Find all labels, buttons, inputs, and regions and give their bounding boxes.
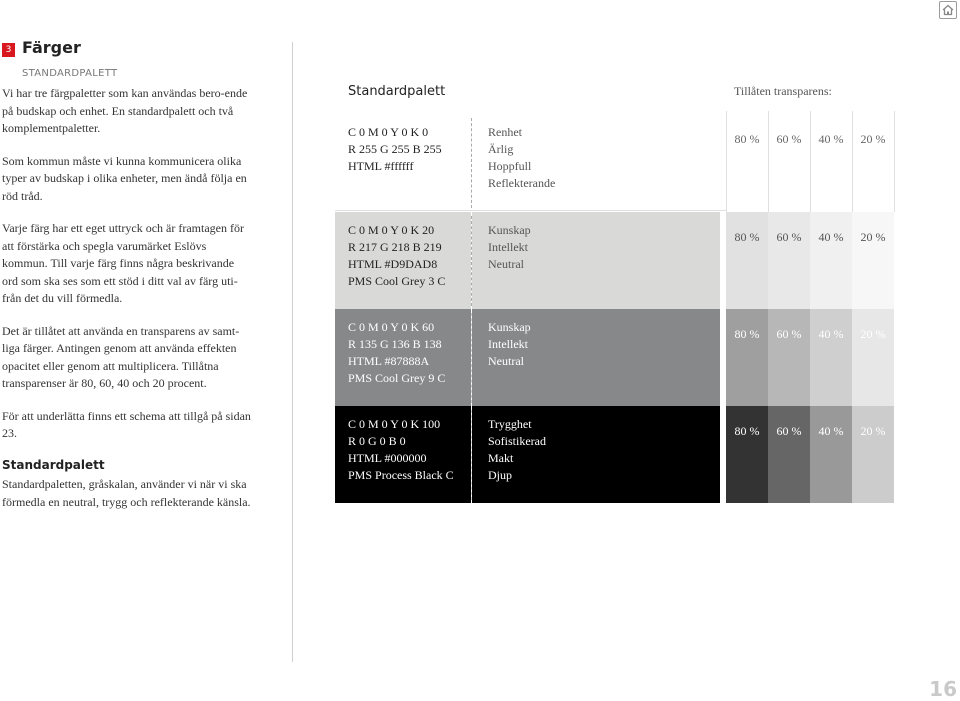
color-code-line: PMS Cool Grey 3 C — [348, 274, 446, 288]
color-code-line: HTML #87888A — [348, 354, 430, 368]
page-subtitle: STANDARDPALETT — [22, 68, 118, 79]
color-code-block — [335, 114, 471, 211]
intro-text-column — [2, 85, 252, 526]
color-keyword: Djup — [488, 468, 512, 482]
color-code-line: C 0 M 0 Y 0 K 60 — [348, 320, 435, 334]
home-icon[interactable] — [939, 1, 957, 19]
color-code-line: R 217 G 218 B 219 — [348, 240, 442, 254]
color-keyword: Reflekterande — [488, 176, 556, 190]
swatch-grid-rule — [768, 111, 769, 212]
color-code-line: HTML #D9DAD8 — [348, 257, 438, 271]
transparency-heading: Tillåten transparens: — [734, 84, 832, 98]
transparency-swatch: 60 % — [768, 309, 810, 406]
column-divider — [292, 42, 293, 662]
color-keyword: Kunskap — [488, 223, 531, 237]
color-keywords-block — [472, 309, 720, 406]
transparency-swatch: 20 % — [852, 212, 894, 309]
standardpalett-description: Standardpaletten, gråskalan, använder vi när vi ska förmedla en neutral, trygg och reflekterande känsla. — [2, 477, 251, 509]
color-code-line: PMS Cool Grey 9 C — [348, 371, 446, 385]
color-code-line: C 0 M 0 Y 0 K 0 — [348, 125, 429, 139]
color-code-block — [335, 309, 471, 406]
color-keyword: Neutral — [488, 257, 524, 271]
chapter-number-badge: 3 — [2, 43, 15, 57]
color-keyword: Hoppfull — [488, 159, 532, 173]
palette-row — [335, 309, 893, 406]
color-keywords-block — [472, 212, 720, 309]
transparency-swatch: 40 % — [810, 114, 852, 211]
color-code-line: C 0 M 0 Y 0 K 20 — [348, 223, 435, 237]
color-code-line: HTML #000000 — [348, 451, 427, 465]
color-keywords-block — [472, 114, 720, 211]
color-code-block — [335, 406, 471, 503]
color-code-line: R 135 G 136 B 138 — [348, 337, 442, 351]
color-code-line: HTML #ffffff — [348, 159, 414, 173]
palette-title: Standardpalett — [348, 84, 446, 99]
standardpalett-subheading: Standardpalett — [2, 457, 105, 472]
color-keyword: Sofistikerad — [488, 434, 546, 448]
intro-paragraph: Det är tillåtet att använda en transparens av samt-liga färger. Antingen genom att använda effekten opacitet eller genom att multiplicera. Tillåtna transparenser är 80, 60, 40 och 20 procent. — [2, 323, 240, 390]
color-keyword: Makt — [488, 451, 514, 465]
color-keyword: Intellekt — [488, 240, 528, 254]
color-keyword: Kunskap — [488, 320, 531, 334]
color-code-block — [335, 212, 471, 309]
color-keyword: Trygghet — [488, 417, 532, 431]
color-keyword: Renhet — [488, 125, 522, 139]
intro-paragraph: För att underlätta finns ett schema att tillgå på sidan 23. — [2, 408, 251, 440]
color-keywords-block — [472, 406, 720, 503]
swatch-grid-rule — [894, 111, 895, 212]
transparency-swatch: 20 % — [852, 406, 894, 503]
swatch-grid-rule — [852, 111, 853, 212]
swatch-grid-rule — [810, 111, 811, 212]
color-code-line: R 255 G 255 B 255 — [348, 142, 442, 156]
page-title: Färger — [22, 38, 81, 57]
transparency-swatch: 80 % — [726, 309, 768, 406]
color-code-line: R 0 G 0 B 0 — [348, 434, 406, 448]
transparency-swatch: 40 % — [810, 406, 852, 503]
transparency-swatch: 80 % — [726, 114, 768, 211]
palette-row — [335, 212, 893, 309]
intro-paragraph: Som kommun måste vi kunna kommunicera olika typer av budskap i olika enheter, men ändå följa en röd tråd. — [2, 153, 247, 203]
intro-paragraph: Varje färg har ett eget uttryck och är framtagen för att förstärka och spegla varumärket Eslövs kommun. Till varje färg finns några beskrivande ord som ska ses som ett stöd i ditt val av färg uti-från det du vill förmedla. — [2, 221, 244, 305]
color-code-line: PMS Process Black C — [348, 468, 454, 482]
intro-paragraph: Vi har tre färgpaletter som kan användas bero-ende på budskap och enhet. En standardpalett och två komplementpaletter. — [2, 86, 248, 135]
transparency-swatch: 60 % — [768, 114, 810, 211]
color-code-line: C 0 M 0 Y 0 K 100 — [348, 417, 441, 431]
palette-row — [335, 406, 893, 503]
transparency-swatch: 60 % — [768, 212, 810, 309]
page-number: 16 — [929, 677, 957, 701]
transparency-swatch: 20 % — [852, 114, 894, 211]
transparency-swatch: 80 % — [726, 406, 768, 503]
row-rule — [335, 210, 727, 211]
transparency-swatch: 80 % — [726, 212, 768, 309]
color-keyword: Neutral — [488, 354, 524, 368]
color-keyword: Intellekt — [488, 337, 528, 351]
swatch-grid-rule — [726, 111, 727, 212]
color-keyword: Ärlig — [488, 142, 514, 156]
transparency-swatch: 40 % — [810, 212, 852, 309]
transparency-swatch: 20 % — [852, 309, 894, 406]
transparency-swatch: 40 % — [810, 309, 852, 406]
transparency-swatch: 60 % — [768, 406, 810, 503]
